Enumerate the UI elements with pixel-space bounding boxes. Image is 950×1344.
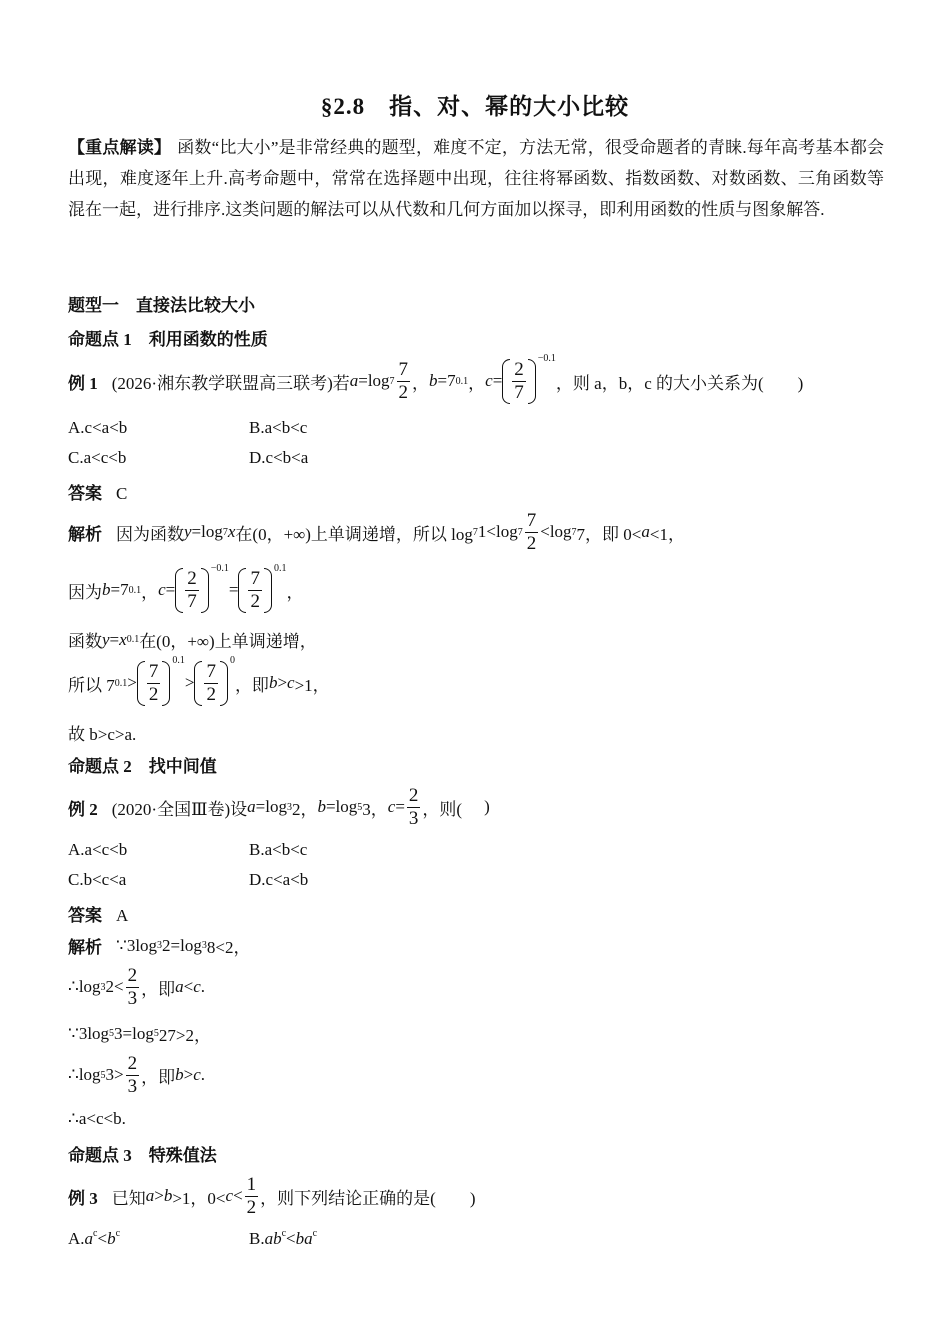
example-2-answer: 答案 A xyxy=(68,906,129,925)
example-3-option-b: $B.ab^c<ba^c$ xyxy=(249,1228,318,1248)
example-1-solution-line-2: 因为 b =7 0.1 ， c = $\frac{2}{7}$ −0.1 = $\frac{7}{2}$ 0.1 ， xyxy=(68,563,304,612)
example-2-solution-line-2: ∴log 3 2< $\frac{2}{3}$ ，即 a < c . xyxy=(68,964,206,1009)
example-1-option-d: D.c<b<a xyxy=(249,448,309,467)
example-2-option-c: C.b<c<a xyxy=(68,870,127,889)
example-1-solution-line-1: 解析 因为函数 y =log 7 x 在(0，+∞)上单调递增，所以 log 7 1<log 7 $\frac{7}{2}$ <log 7 7，即 0< a <1， xyxy=(68,509,685,554)
example-1-question-tail: ，则 a，b，c 的大小关系为( ) xyxy=(555,373,804,393)
example-3-label: 例 3 xyxy=(68,1188,98,1208)
example-1-option-c: C.a<c<b xyxy=(68,448,127,467)
type-heading-1: 题型一 直接法比较大小 xyxy=(68,296,255,315)
example-1-stem: 例 1 (2026·湘东教学联盟高三联考)若 a =log 7 $\frac{7}{2}$ ， b =7 0.1 ， c = $\frac{2}{7}$ −0.1 ，则 a，b，c 的大小关系为( ) xyxy=(68,353,804,403)
example-1-label: 例 1 xyxy=(68,373,98,393)
example-2-label: 例 2 xyxy=(68,799,98,819)
example-1-solution-end: 故 b>c>a. xyxy=(68,725,137,744)
example-1-option-a: A.c<a<b xyxy=(68,418,128,437)
example-2-option-a: A.a<c<b xyxy=(68,840,128,859)
example-2-stem: 例 2 (2020·全国Ⅲ卷)设 a =log 3 2， b =log 5 3， c = $\frac{2}{3}$ ，则( ) xyxy=(68,784,490,829)
point-heading-1: 命题点 1 利用函数的性质 xyxy=(68,330,268,349)
intro-label: 【重点解读】 xyxy=(68,138,172,157)
example-3-question-tail: ，则下列结论正确的是( ) xyxy=(260,1188,476,1208)
intro-text: 函数“比大小”是非常经典的题型，难度不定，方法无常，很受命题者的青睐.每年高考基本都会出现，难度逐年上升.高考命题中，常常在选择题中出现，往往将幂函数、指数函数、对数函数、三角函数等混在一起，进行排序.这类问题的解法可以从代数和几何方面加以探寻，即利用函数的性质与图象解答. xyxy=(68,138,884,219)
example-2-solution-line-3: ∵3log 5 3=log 5 27>2， xyxy=(68,1023,211,1045)
example-2-solution-line-1: 解析 ∵3log 3 2=log 3 8<2， xyxy=(68,933,884,958)
example-2-source: (2020·全国Ⅲ卷)设 xyxy=(111,799,248,819)
example-3-option-a: $A.a^c<b^c$ xyxy=(68,1228,121,1248)
example-1-solution-line-4: 所以 7 0.1 > $\frac{7}{2}$ 0.1 > $\frac{7}{2}$ 0 ，即 b > c >1， xyxy=(68,655,330,705)
example-1-answer: 答案 C xyxy=(68,484,128,503)
point-heading-2: 命题点 2 找中间值 xyxy=(68,757,217,776)
example-2-solution-line-4: ∴log 5 3> $\frac{2}{3}$ ，即 b > c . xyxy=(68,1052,206,1097)
example-2-analysis-label: 解析 xyxy=(68,938,102,957)
intro-paragraph xyxy=(68,132,884,225)
example-1-option-b: B.a<b<c xyxy=(249,418,308,437)
example-2-option-d: D.c<a<b xyxy=(249,870,309,889)
example-2-solution-end: ∴a<c<b. xyxy=(68,1109,126,1128)
example-2-option-b: B.a<b<c xyxy=(249,840,308,859)
example-1-analysis-label: 解析 xyxy=(68,524,102,544)
point-heading-3: 命题点 3 特殊值法 xyxy=(68,1146,217,1165)
example-1-solution-line-3: 函数 y = x 0.1 在(0，+∞)上单调递增， xyxy=(68,629,317,651)
page-title: §2.8 指、对、幂的大小比较 xyxy=(320,94,630,119)
example-1-source: (2026·湘东教学联盟高三联考)若 xyxy=(111,373,350,393)
example-3-stem: 例 3 已知 a > b >1，0< c < $\frac{1}{2}$ ，则下列结论正确的是( ) xyxy=(68,1173,476,1218)
